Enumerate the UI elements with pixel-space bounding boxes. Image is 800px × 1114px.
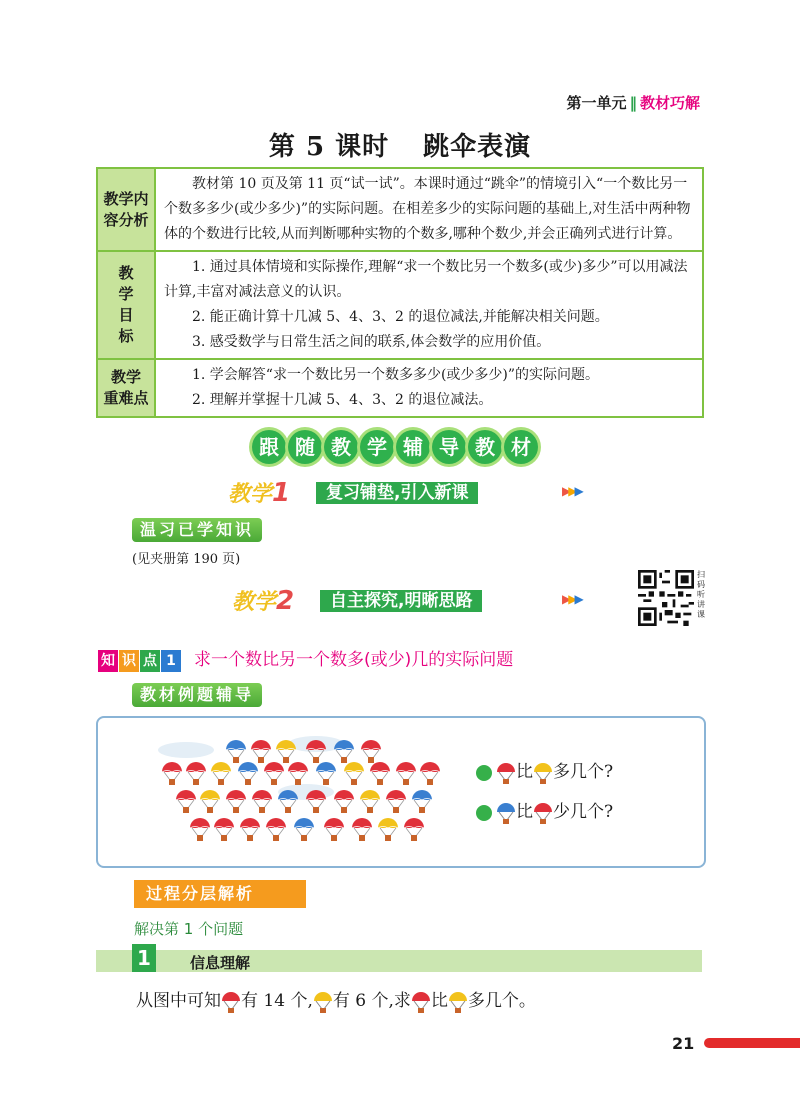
unit-label: 第一单元	[566, 94, 627, 112]
parachute-mark	[288, 762, 308, 785]
example-label: 教材例题辅导	[132, 683, 262, 707]
info-sentence: 从图中可知 有 14 个, 有 6 个,求 比 多几个。	[136, 988, 536, 1014]
red-parachute-icon	[221, 990, 241, 1014]
section-tag: 教学1	[228, 478, 291, 508]
question-2: 比 少几个?	[476, 798, 613, 826]
parachute-mark	[252, 790, 272, 813]
knowledge-point-title: 求一个数比另一个数多(或少)几的实际问题	[194, 650, 514, 670]
review-note: (见夹册第 190 页)	[132, 552, 241, 567]
row-label: 教 学 目 标	[97, 251, 155, 359]
parachute-mark	[360, 790, 380, 813]
parachute-mark	[211, 762, 231, 785]
page-number: 21	[672, 1034, 695, 1053]
lesson-number: 第 5 课时	[268, 132, 390, 162]
section-tag: 教学2	[232, 586, 295, 616]
table-row-content-analysis	[97, 168, 703, 251]
page-number-bar	[704, 1038, 800, 1048]
parachute-illustration	[156, 732, 446, 852]
red-parachute-icon	[496, 761, 516, 785]
parachute-mark	[294, 818, 314, 841]
parachute-mark	[420, 762, 440, 785]
row-content: 1. 学会解答“求一个数比另一个数多多少(或少多少)”的实际问题。 2. 理解并掌握十几减 5、4、3、2 的退位减法。	[155, 359, 703, 417]
parachute-mark	[396, 762, 416, 785]
arrows-icon: ▶▶▶	[562, 592, 581, 606]
qr-caption: 扫 码 听 讲 课	[697, 570, 705, 619]
review-label: 温习已学知识	[132, 518, 262, 542]
table-row-key-points	[97, 359, 703, 417]
question-1: 比 多几个?	[476, 758, 613, 786]
row-label: 教学内 容分析	[97, 168, 155, 251]
cloud-shape	[158, 742, 214, 758]
example-box	[96, 716, 706, 868]
red-parachute-icon	[533, 801, 553, 825]
process-analysis-label: 过程分层解析	[134, 880, 306, 908]
parachute-mark	[200, 790, 220, 813]
step-label: 信息理解	[190, 954, 251, 972]
parachute-mark	[226, 740, 246, 763]
parachute-mark	[278, 790, 298, 813]
arrows-icon: ▶▶▶	[562, 484, 581, 498]
section-title: 复习铺垫,引入新课	[316, 482, 478, 504]
parachute-mark	[162, 762, 182, 785]
section-heading-1	[228, 480, 608, 506]
yellow-parachute-icon	[448, 990, 468, 1014]
parachute-mark	[334, 740, 354, 763]
lesson-info-table	[96, 167, 704, 418]
parachute-mark	[266, 818, 286, 841]
red-parachute-icon	[411, 990, 431, 1014]
parachute-mark	[316, 762, 336, 785]
parachute-mark	[378, 818, 398, 841]
lesson-name: 跳伞表演	[423, 132, 532, 162]
qr-code-icon[interactable]	[638, 570, 694, 626]
parachute-mark	[386, 790, 406, 813]
parachute-mark	[370, 762, 390, 785]
solve-question-label: 解决第 1 个问题	[134, 920, 244, 938]
step-bar	[96, 950, 702, 972]
section-label: 教材巧解	[639, 94, 700, 112]
parachute-mark	[186, 762, 206, 785]
parachute-mark	[352, 818, 372, 841]
bullet-icon	[476, 765, 492, 781]
parachute-mark	[176, 790, 196, 813]
parachute-mark	[361, 740, 381, 763]
parachute-mark	[404, 818, 424, 841]
row-content: 1. 通过具体情境和实际操作,理解“求一个数比另一个数多(或少)多少”可以用减法计算,丰富对减法意义的认识。 2. 能正确计算十几减 5、4、3、2 的退位减法,并能解决相关问题。 3. 感受数学与日常生活之间的联系,体会数学的应用价值。	[155, 251, 703, 359]
parachute-mark	[306, 790, 326, 813]
parachute-mark	[214, 818, 234, 841]
row-label: 教学 重难点	[97, 359, 155, 417]
parachute-mark	[226, 790, 246, 813]
yellow-parachute-icon	[533, 761, 553, 785]
blue-parachute-icon	[496, 801, 516, 825]
yellow-parachute-icon	[313, 990, 333, 1014]
parachute-mark	[324, 818, 344, 841]
lesson-title	[0, 126, 800, 163]
header-separator: ‖	[629, 94, 637, 112]
step-number: 1	[132, 944, 156, 972]
section-heading-2	[232, 588, 612, 614]
parachute-mark	[344, 762, 364, 785]
parachute-mark	[240, 818, 260, 841]
parachute-mark	[412, 790, 432, 813]
parachute-mark	[238, 762, 258, 785]
running-header	[566, 92, 700, 113]
parachute-mark	[251, 740, 271, 763]
parachute-mark	[276, 740, 296, 763]
knowledge-point-heading: 知 识 点 1 求一个数比另一个数多(或少)几的实际问题	[98, 645, 513, 667]
parachute-mark	[190, 818, 210, 841]
table-row-objectives	[97, 251, 703, 359]
guide-banner: 跟 随 教 学 辅 导 教 材	[252, 430, 552, 466]
bullet-icon	[476, 805, 492, 821]
parachute-mark	[264, 762, 284, 785]
row-content: 教材第 10 页及第 11 页“试一试”。本课时通过“跳伞”的情境引入“一个数比另一个数多多少(或少多少)”的实际问题。在相差多少的实际问题的基础上,对生活中两种物体的个数进行比较,从而判断哪种实物的个数多,哪种个数少,并会正确列式进行计算。	[155, 168, 703, 251]
parachute-mark	[334, 790, 354, 813]
section-title: 自主探究,明晰思路	[320, 590, 482, 612]
